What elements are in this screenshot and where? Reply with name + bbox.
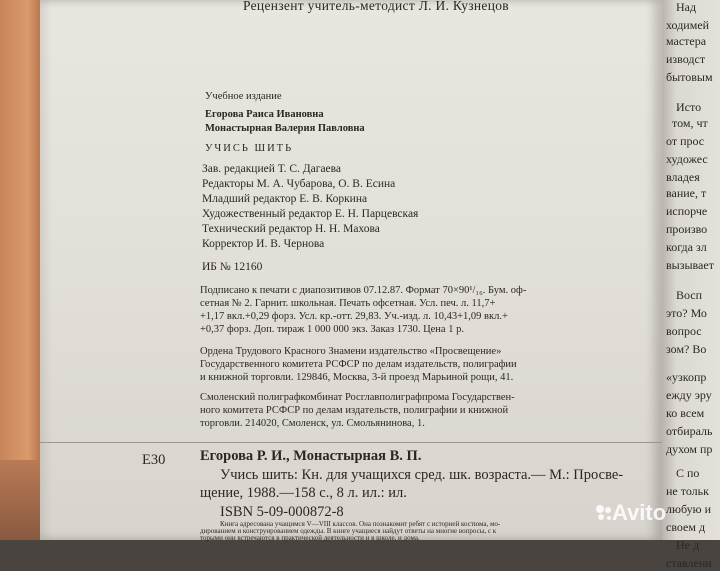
printer-3: торговли. 214020, Смоленск, ул. Смольянинова, 1. [200, 418, 425, 429]
annotation-1: Книга адресована учащимся V—VIII классов. Она познакомит ребят с историей костюма, мо- [220, 520, 501, 528]
facing-page-fragment: когда зл [666, 240, 707, 254]
facing-page-fragment: своем д [666, 520, 706, 534]
separator-line [40, 442, 662, 443]
facing-page-fragment: том, чт [672, 116, 708, 130]
catalog-authors: Егорова Р. И., Монастырная В. П. [200, 448, 422, 464]
staff-line-3: Младший редактор Е. В. Коркина [202, 193, 368, 205]
print-details-3: +1,17 вкл.+0,29 форз. Усл. кр.-отт. 29,83. Уч.-изд. л. 10,43+1,09 вкл.+ [200, 311, 508, 322]
facing-page-fragment: мастера [666, 34, 707, 48]
catalog-description-1: Учись шить: Кн. для учащихся сред. шк. возраста.— М.: Просве- [220, 467, 624, 483]
edition-type: Учебное издание [205, 91, 282, 102]
isbn: ISBN 5-09-000872-8 [220, 504, 344, 520]
reviewer-line: Рецензент учитель-методист Л. И. Кузнецов [243, 0, 509, 13]
facing-page-fragment: Над [676, 0, 697, 14]
facing-page-fragment: бытовым [666, 70, 713, 84]
facing-page-fragment: это? Мо [666, 306, 707, 320]
staff-line-5: Технический редактор Н. Н. Махова [202, 223, 380, 235]
facing-page-fragment: любую и [666, 502, 711, 516]
annotation-2: дированием и конструированием одежды. В книге учащиеся найдут ответы на многие вопросы, с к [200, 527, 497, 535]
facing-page-fragment: зом? Во [666, 342, 707, 356]
publisher-2: Государственного комитета РСФСР по делам издательств, полиграфии [200, 359, 517, 370]
print-details-1: Подписано к печати с диапозитивов 07.12.87. Формат 70×90¹/₁₆. Бум. оф- [200, 285, 527, 296]
facing-page-fragment: духом пр [666, 442, 713, 456]
facing-page-fragment: вание, т [666, 186, 707, 200]
staff-line-1: Зав. редакцией Т. С. Дагаева [202, 163, 342, 175]
facing-page-fragment: произво [666, 222, 708, 236]
printer-1: Смоленский полиграфкомбинат Росглавполиграфпрома Государствен- [200, 392, 515, 403]
avito-logo-icon [594, 503, 614, 523]
author-full-2: Монастырная Валерия Павловна [205, 123, 365, 134]
catalog-code: Е30 [142, 452, 166, 468]
facing-page-fragment: от прос [666, 134, 705, 148]
facing-page-fragment: вопрос [666, 324, 702, 338]
print-details-4: +0,37 форз. Доп. тираж 1 000 000 экз. Заказ 1730. Цена 1 р. [200, 324, 464, 335]
facing-page-fragment: владея [666, 170, 700, 184]
facing-page-fragment: Исто [676, 100, 702, 114]
publisher-1: Ордена Трудового Красного Знамени издательство «Просвещение» [200, 346, 502, 357]
facing-page-fragment: С по [676, 466, 700, 480]
author-full-1: Егорова Раиса Ивановна [205, 109, 324, 120]
facing-page [662, 0, 720, 570]
book-cover-edge [0, 0, 40, 540]
facing-page-fragment: отбираль [666, 424, 713, 438]
publisher-3: и книжной торговли. 129846, Москва, 3-й проезд Марьиной рощи, 41. [200, 372, 514, 383]
facing-page-fragment: вызывает [666, 258, 714, 272]
staff-line-4: Художественный редактор Е. Н. Парцевская [202, 208, 419, 220]
facing-page-fragment: изводст [666, 52, 706, 66]
facing-page-fragment: Восп [676, 288, 703, 302]
watermark-text: Avito [612, 500, 667, 525]
facing-page-fragment: художес [666, 152, 708, 166]
facing-page-fragment: Не д [676, 538, 700, 552]
printer-2: ного комитета РСФСР по делам издательств, полиграфии и книжной [200, 405, 509, 416]
facing-page-fragment: «узкопр [666, 370, 707, 384]
facing-page-fragment: не тольк [666, 484, 709, 498]
book-title: УЧИСЬ ШИТЬ [205, 143, 294, 154]
facing-page-fragment: ежду эру [666, 388, 712, 402]
facing-page-fragment: ставлени [666, 556, 712, 570]
facing-page-fragment: испорче [666, 204, 708, 218]
book-cover-shadow [0, 460, 40, 540]
staff-line-6: Корректор И. В. Чернова [202, 238, 325, 250]
facing-page-fragment: ходимей [666, 18, 710, 32]
ib-number: ИБ № 12160 [202, 261, 263, 273]
staff-line-2: Редакторы М. А. Чубарова, О. В. Есина [202, 178, 396, 190]
annotation-3: торыми они встречаются в практической деятельности и в школе, и дома. [200, 534, 420, 542]
catalog-description-2: щение, 1988.—158 с., 8 л. ил.: ил. [200, 485, 407, 501]
facing-page-fragment: ко всем [666, 406, 705, 420]
print-details-2: сетная № 2. Гарнит. школьная. Печать офсетная. Усл. печ. л. 11,7+ [200, 298, 496, 309]
